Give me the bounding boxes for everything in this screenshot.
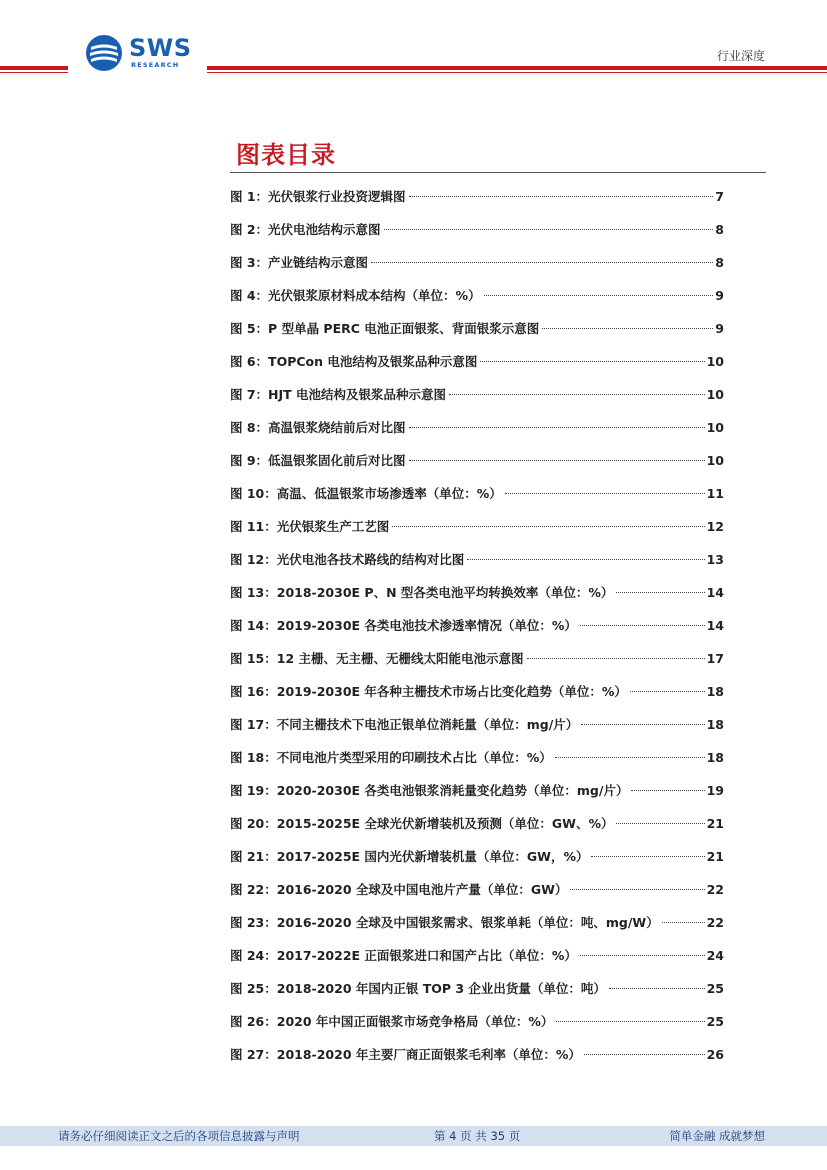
toc-entry-page: 21 [706,849,724,864]
sws-logo-mark-icon [85,34,123,72]
toc-entry[interactable] [230,642,724,675]
toc-entry-page: 21 [706,816,724,831]
toc-leader-dots [609,988,705,989]
toc-entry[interactable] [230,543,724,576]
toc-leader-dots [630,691,705,692]
toc-leader-dots [555,757,705,758]
toc-entry-label: 图 9：低温银浆固化前后对比图 [230,453,406,468]
toc-entry-page: 10 [706,387,724,402]
toc-entry-page: 9 [715,288,724,303]
toc-entry-page: 18 [706,750,724,765]
toc-entry-label: 图 5：P 型单晶 PERC 电池正面银浆、背面银浆示意图 [230,321,540,336]
toc-entry-label: 图 10：高温、低温银浆市场渗透率（单位：%） [230,486,502,501]
toc-entry-label: 图 25：2018-2020 年国内正银 TOP 3 企业出货量（单位：吨） [230,981,606,996]
toc-entry[interactable] [230,609,724,642]
toc-entry[interactable] [230,906,724,939]
page-header [0,0,827,80]
page-footer [0,1126,827,1146]
toc-title: 图表目录 [236,141,336,169]
toc-leader-dots [505,493,705,494]
toc-entry-label: 图 27：2018-2020 年主要厂商正面银浆毛利率（单位：%） [230,1047,581,1062]
toc-entry-label: 图 3：产业链结构示意图 [230,255,369,270]
toc-leader-dots [542,328,713,329]
toc-entry[interactable] [230,312,724,345]
toc-entry[interactable] [230,576,724,609]
toc-entry-label: 图 16：2019-2030E 年各种主栅技术市场占比变化趋势（单位：%） [230,684,627,699]
toc-entry[interactable] [230,807,724,840]
toc-entry-page: 26 [706,1047,724,1062]
toc-leader-dots [580,955,705,956]
section-tag: 行业深度 [716,49,765,63]
toc-entry-page: 24 [706,948,724,963]
toc-list [230,180,724,1071]
toc-entry-page: 8 [715,222,724,237]
toc-entry-label: 图 6：TOPCon 电池结构及银浆品种示意图 [230,354,478,369]
toc-entry-page: 17 [706,651,724,666]
toc-leader-dots [480,361,704,362]
toc-leader-dots [581,724,704,725]
toc-entry-page: 12 [706,519,724,534]
toc-leader-dots [527,658,705,659]
toc-entry-label: 图 20：2015-2025E 全球光伏新增装机及预测（单位：GW、%） [230,816,614,831]
logo-text: SWS [129,34,192,62]
toc-entry-label: 图 1：光伏银浆行业投资逻辑图 [230,189,406,204]
toc-entry[interactable] [230,246,724,279]
toc-entry[interactable] [230,279,724,312]
toc-entry-label: 图 18：不同电池片类型采用的印刷技术占比（单位：%） [230,750,552,765]
toc-title-divider [230,172,766,173]
toc-entry[interactable] [230,477,724,510]
toc-entry-label: 图 15：12 主栅、无主栅、无栅线太阳能电池示意图 [230,651,524,666]
toc-entry-label: 图 19：2020-2030E 各类电池银浆消耗量变化趋势（单位：mg/片） [230,783,629,798]
toc-entry[interactable] [230,939,724,972]
toc-entry-page: 7 [715,189,724,204]
toc-entry-page: 14 [706,585,724,600]
toc-entry[interactable] [230,708,724,741]
toc-entry-page: 10 [706,420,724,435]
toc-entry-page: 25 [706,1014,724,1029]
toc-leader-dots [392,526,704,527]
toc-entry-page: 18 [706,717,724,732]
toc-entry-label: 图 2：光伏电池结构示意图 [230,222,381,237]
toc-entry-label: 图 23：2016-2020 全球及中国银浆需求、银浆单耗（单位：吨、mg/W） [230,915,659,930]
toc-entry-page: 19 [706,783,724,798]
toc-entry-page: 13 [706,552,724,567]
toc-entry-page: 11 [706,486,724,501]
toc-entry-label: 图 12：光伏电池各技术路线的结构对比图 [230,552,465,567]
header-rule-right [207,66,827,70]
toc-leader-dots [409,196,714,197]
toc-leader-dots [409,427,705,428]
toc-leader-dots [591,856,704,857]
toc-leader-dots [556,1021,704,1022]
toc-entry-page: 10 [706,453,724,468]
toc-entry[interactable] [230,840,724,873]
toc-leader-dots [371,262,713,263]
toc-leader-dots [616,592,704,593]
toc-leader-dots [449,394,705,395]
toc-entry[interactable] [230,444,724,477]
toc-entry[interactable] [230,741,724,774]
toc-entry[interactable] [230,510,724,543]
toc-entry[interactable] [230,213,724,246]
header-rule-right-thin [207,72,827,73]
toc-entry-page: 18 [706,684,724,699]
toc-entry-label: 图 7：HJT 电池结构及银浆品种示意图 [230,387,447,402]
toc-entry-label: 图 24：2017-2022E 正面银浆进口和国产占比（单位：%） [230,948,577,963]
toc-entry[interactable] [230,873,724,906]
toc-leader-dots [484,295,714,296]
toc-entry-label: 图 26：2020 年中国正面银浆市场竞争格局（单位：%） [230,1014,554,1029]
toc-entry[interactable] [230,411,724,444]
toc-entry-page: 22 [706,882,724,897]
toc-entry-page: 25 [706,981,724,996]
toc-leader-dots [580,625,705,626]
toc-entry-label: 图 8：高温银浆烧结前后对比图 [230,420,406,435]
toc-entry-page: 9 [715,321,724,336]
toc-entry[interactable] [230,345,724,378]
toc-leader-dots [570,889,704,890]
toc-entry[interactable] [230,378,724,411]
logo-subtext: RESEARCH [131,61,180,69]
toc-entry-label: 图 13：2018-2030E P、N 型各类电池平均转换效率（单位：%） [230,585,614,600]
footer-disclaimer: 请务必仔细阅读正文之后的各项信息披露与声明 [58,1129,300,1143]
toc-leader-dots [467,559,704,560]
toc-entry[interactable] [230,180,724,213]
toc-leader-dots [584,1054,705,1055]
toc-leader-dots [662,922,705,923]
toc-entry-label: 图 22：2016-2020 全球及中国电池片产量（单位：GW） [230,882,568,897]
toc-entry-label: 图 17：不同主栅技术下电池正银单位消耗量（单位：mg/片） [230,717,579,732]
toc-leader-dots [384,229,714,230]
toc-entry[interactable] [230,1038,724,1071]
toc-entry[interactable] [230,675,724,708]
toc-entry-page: 14 [706,618,724,633]
footer-page-info: 第 4 页 共 35 页 [434,1129,521,1143]
toc-entry-page: 8 [715,255,724,270]
sws-logo [85,34,195,72]
toc-entry[interactable] [230,972,724,1005]
toc-entry[interactable] [230,774,724,807]
footer-slogan: 简单金融 成就梦想 [669,1129,765,1143]
toc-entry-label: 图 21：2017-2025E 国内光伏新增装机量（单位：GW，%） [230,849,589,864]
toc-entry[interactable] [230,1005,724,1038]
toc-entry-page: 22 [706,915,724,930]
toc-leader-dots [631,790,704,791]
toc-entry-page: 10 [706,354,724,369]
toc-leader-dots [616,823,704,824]
toc-entry-label: 图 4：光伏银浆原材料成本结构（单位：%） [230,288,481,303]
toc-entry-label: 图 14：2019-2030E 各类电池技术渗透率情况（单位：%） [230,618,577,633]
header-rule-left-thin [0,72,68,73]
toc-leader-dots [409,460,705,461]
header-rule-left [0,66,68,70]
toc-entry-label: 图 11：光伏银浆生产工艺图 [230,519,390,534]
